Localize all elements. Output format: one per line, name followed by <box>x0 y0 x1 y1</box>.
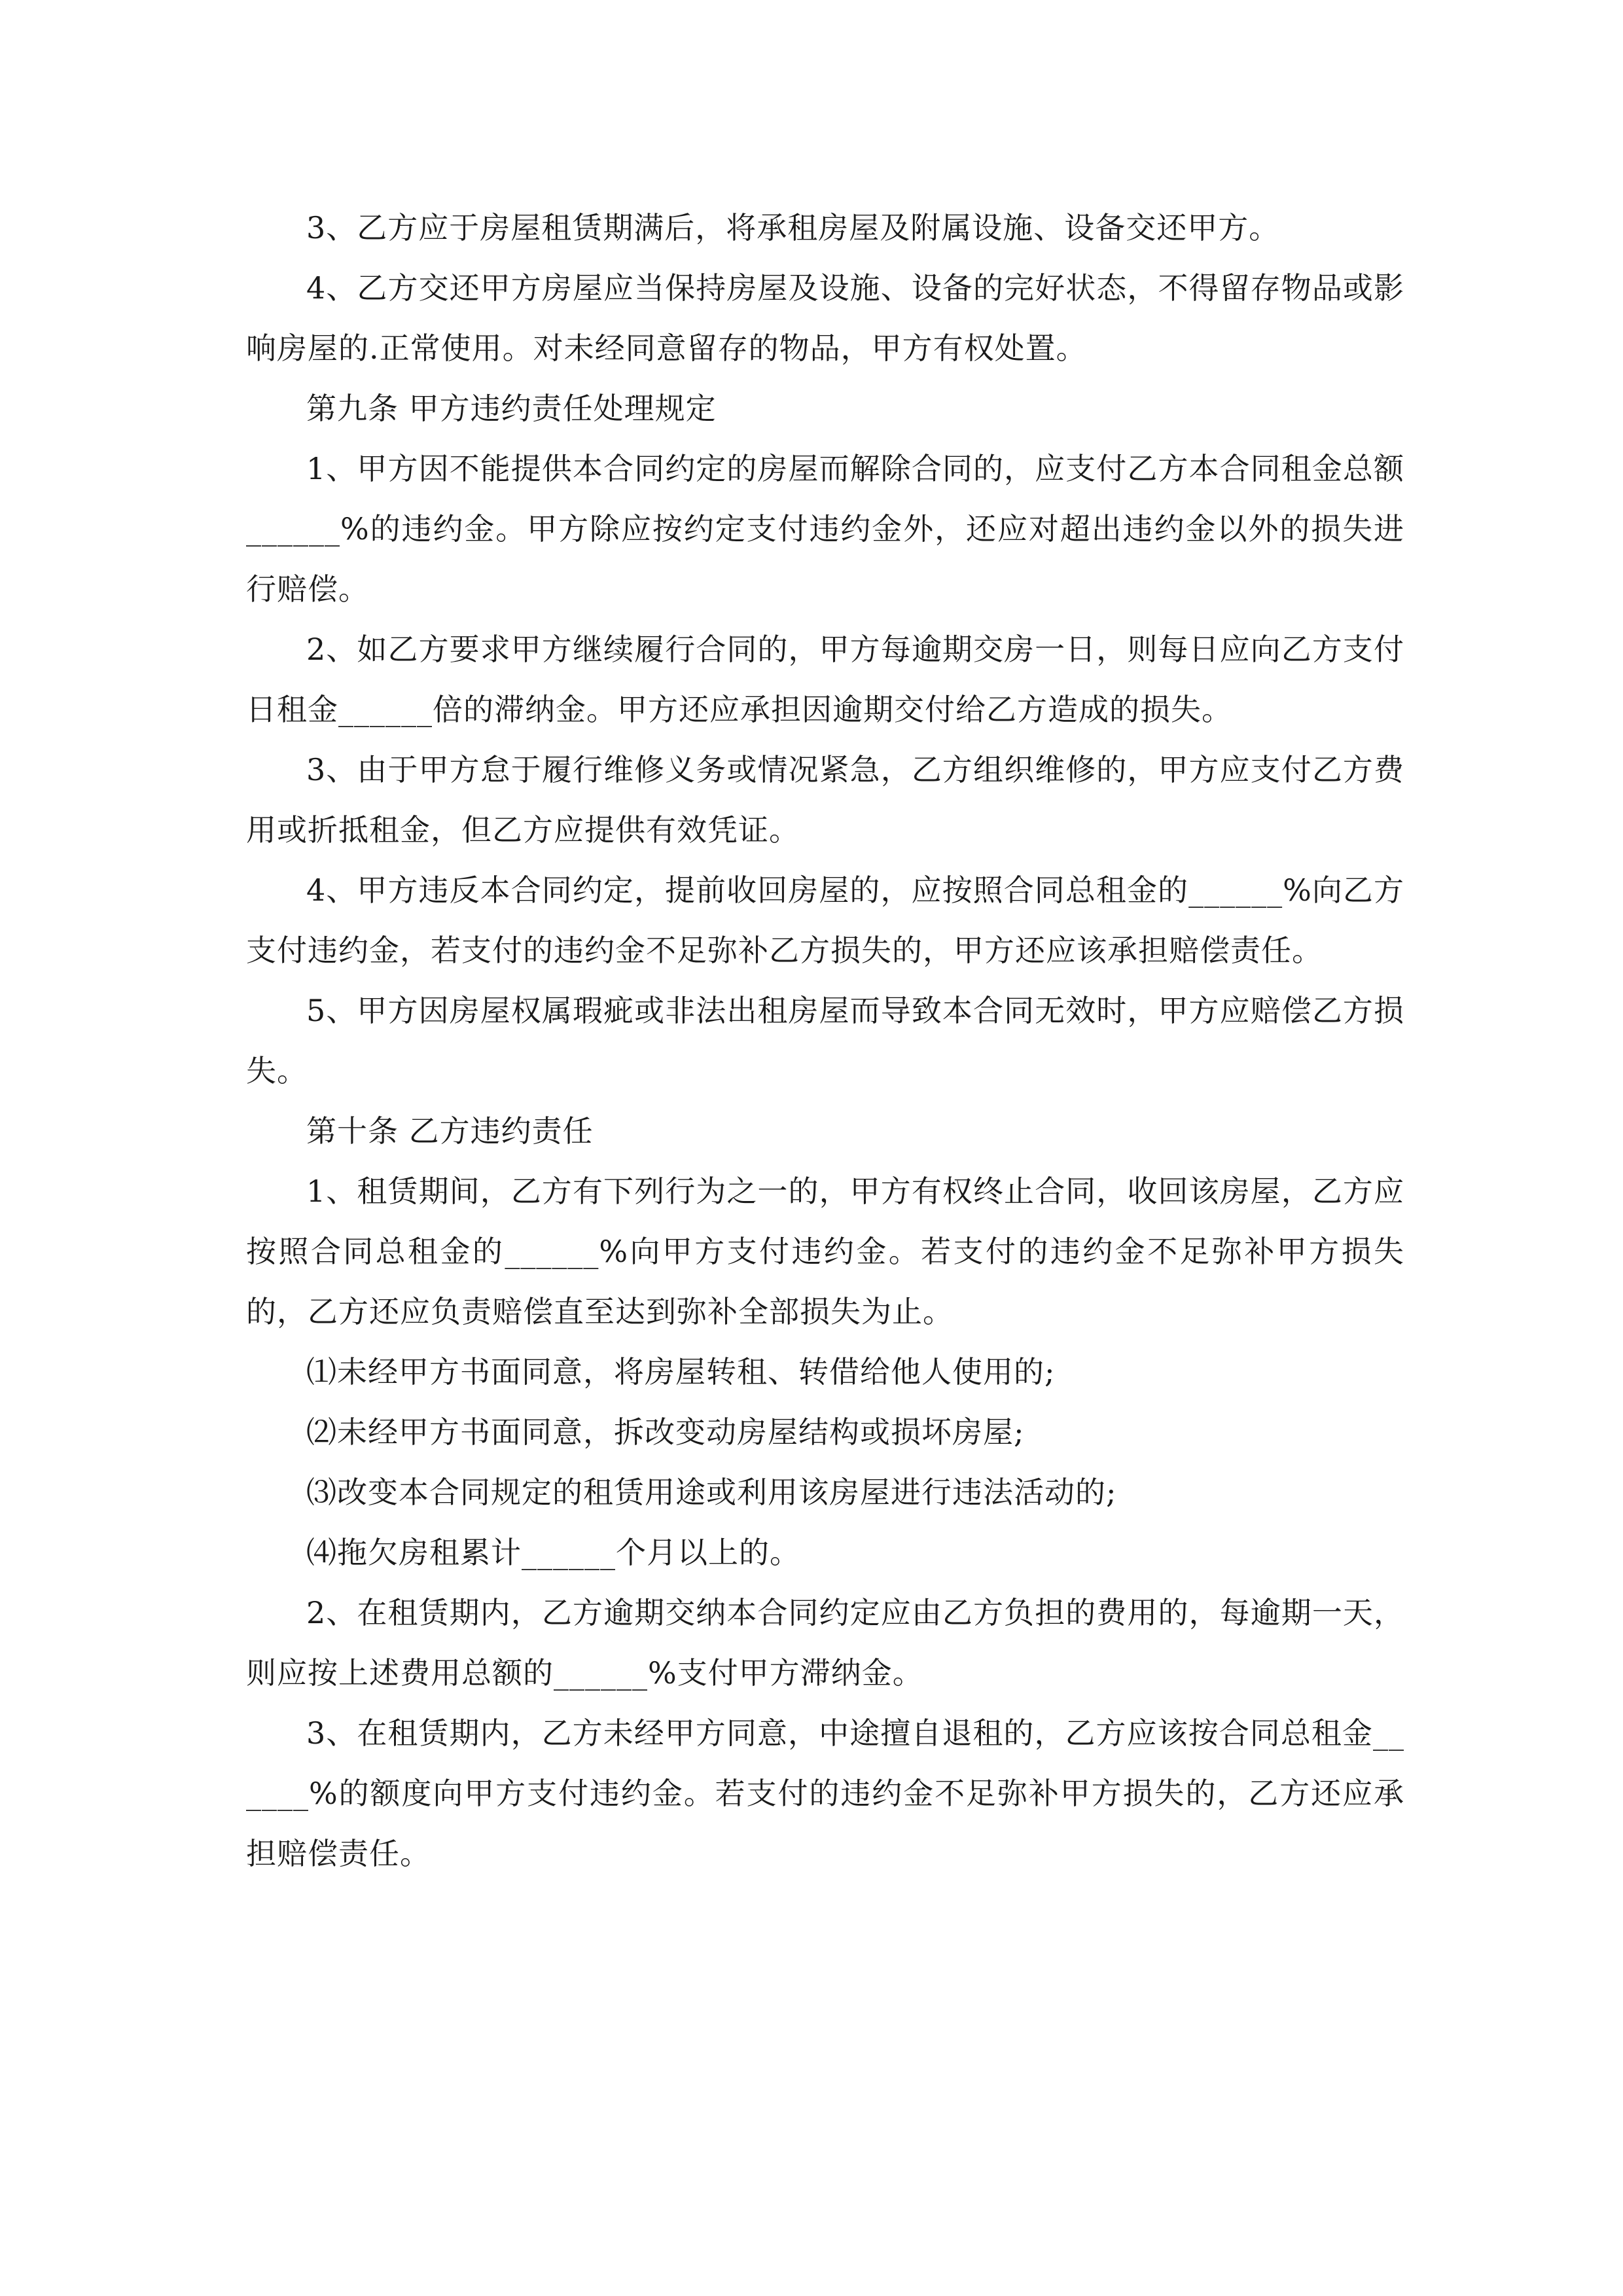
clause-8-item-4: 4、乙方交还甲方房屋应当保持房屋及设施、设备的完好状态，不得留存物品或影响房屋的.正常使用。对未经同意留存的物品，甲方有权处置。 <box>246 270 1404 366</box>
clause-9-item-2: 2、如乙方要求甲方继续履行合同的，甲方每逾期交房一日，则每日应向乙方支付日租金______倍的滞纳金。甲方还应承担因逾期交付给乙方造成的损失。 <box>246 632 1404 727</box>
article-10-heading: 第十条 乙方违约责任 <box>306 1113 594 1149</box>
clause-9-item-4: 4、甲方违反本合同约定，提前收回房屋的，应按照合同总租金的______%向乙方支付违约金，若支付的违约金不足弥补乙方损失的，甲方还应该承担赔偿责任。 <box>246 872 1404 968</box>
clause-9-item-5: 5、甲方因房屋权属瑕疵或非法出租房屋而导致本合同无效时，甲方应赔偿乙方损失。 <box>246 993 1404 1088</box>
clause-9-item-3: 3、由于甲方怠于履行维修义务或情况紧急，乙方组织维修的，甲方应支付乙方费用或折抵租金，但乙方应提供有效凭证。 <box>246 752 1404 848</box>
clause-10-sub-item-3: ⑶改变本合同规定的租赁用途或利用该房屋进行违法活动的; <box>306 1475 1117 1510</box>
clause-10-item-2: 2、在租赁期内，乙方逾期交纳本合同约定应由乙方负担的费用的，每逾期一天，则应按上述费用总额的______%支付甲方滞纳金。 <box>246 1595 1404 1691</box>
article-9-heading: 第九条 甲方违约责任处理规定 <box>306 391 717 426</box>
clause-10-item-1: 1、租赁期间，乙方有下列行为之一的，甲方有权终止合同，收回该房屋，乙方应按照合同总租金的______%向甲方支付违约金。若支付的违约金不足弥补甲方损失的，乙方还应负责赔偿直至达到弥补全部损失为止。 <box>246 1174 1404 1329</box>
clause-10-sub-item-2: ⑵未经甲方书面同意，拆改变动房屋结构或损坏房屋; <box>306 1414 1025 1450</box>
clause-8-item-3: 3、乙方应于房屋租赁期满后，将承租房屋及附属设施、设备交还甲方。 <box>306 210 1280 245</box>
clause-9-item-1: 1、甲方因不能提供本合同约定的房屋而解除合同的，应支付乙方本合同租金总额______%的违约金。甲方除应按约定支付违约金外，还应对超出违约金以外的损失进行赔偿。 <box>246 451 1404 607</box>
clause-10-sub-item-1: ⑴未经甲方书面同意，将房屋转租、转借给他人使用的; <box>306 1354 1056 1390</box>
clause-10-item-3: 3、在租赁期内，乙方未经甲方同意，中途擅自退租的，乙方应该按合同总租金______%的额度向甲方支付违约金。若支付的违约金不足弥补甲方损失的，乙方还应承担赔偿责任。 <box>246 1715 1404 1871</box>
document-body <box>246 198 1404 1884</box>
clause-10-sub-item-4: ⑷拖欠房租累计______个月以上的。 <box>306 1535 800 1570</box>
